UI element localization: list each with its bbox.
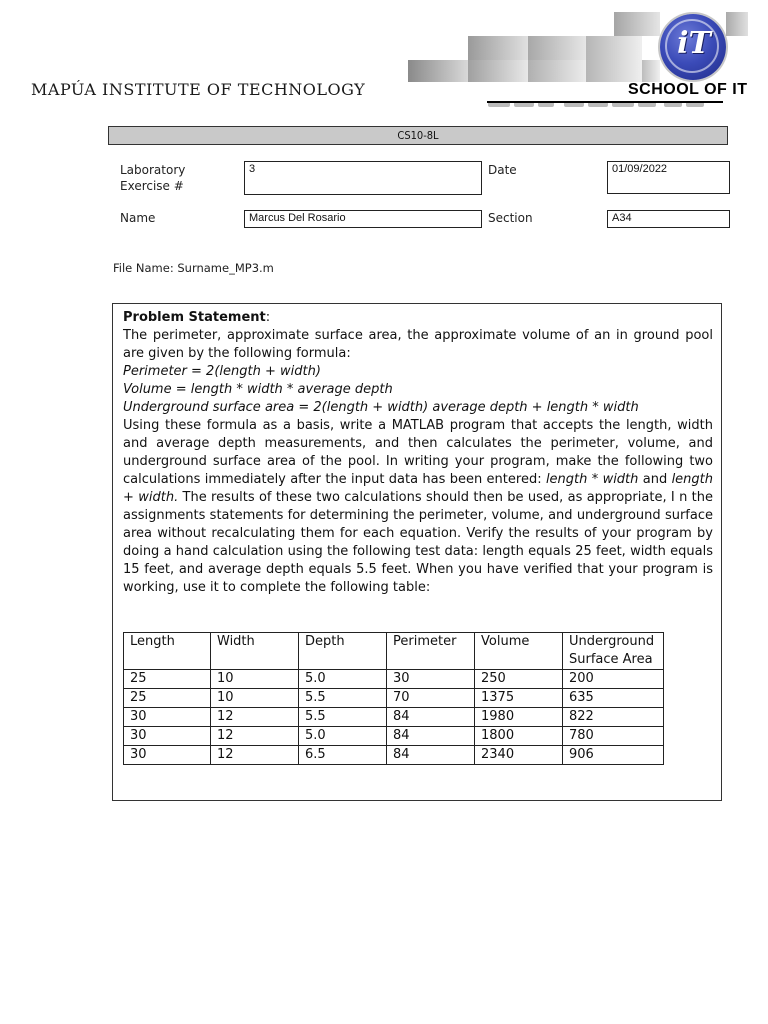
table-cell: 10 [211,670,299,689]
table-cell: 84 [387,746,475,765]
table-cell: 780 [563,727,664,746]
table-cell: 6.5 [299,746,387,765]
table-row [124,746,664,765]
table-cell: 30 [124,708,211,727]
header-graphic-block [528,60,586,82]
table-cell: 822 [563,708,664,727]
name-label: Name [120,211,156,225]
date-field[interactable]: 01/09/2022 [607,161,730,194]
table-cell: 250 [475,670,563,689]
problem-statement-box [112,303,722,801]
section-label: Section [488,211,533,225]
table-cell: 1375 [475,689,563,708]
table-cell: 1980 [475,708,563,727]
header-graphic-block [528,36,586,60]
problem-body-and: and [638,472,672,487]
header-ghost-text [488,103,723,108]
table-cell: 5.5 [299,708,387,727]
problem-title-colon: : [265,310,271,325]
header-graphic-block [468,36,528,60]
header-graphic-block [642,60,660,82]
problem-title: Problem Statement [123,310,266,325]
header-graphic-block [408,60,468,82]
header-graphic-block [468,60,528,82]
header-graphic-block [726,12,748,36]
course-code-bar: CS10-8L [108,126,728,145]
school-logo-text: iT [677,26,711,61]
table-cell: 5.5 [299,689,387,708]
problem-body-part2: The results of these two calculations should then be used, as appropriate, I n the assignments statements for determining the perimeter, volume, and underground surface area without recalculating them for each equation. Verify the results of your program by doing a hand calculation using the following test data: length equals 25 feet, width equals 15 feet, and average depth equals 5.5 feet. When you have verified that your program is working, use it to complete the following table: [123,490,713,595]
table-cell: 906 [563,746,664,765]
table-cell: 30 [124,727,211,746]
table-cell: 70 [387,689,475,708]
table-cell: 84 [387,708,475,727]
table-header-cell: Volume [475,633,563,670]
problem-intro: The perimeter, approximate surface area, the approximate volume of an in ground pool are given by the following formula: [123,328,713,361]
header-graphic-block [614,12,660,36]
problem-body-emphasis2: length + width. [123,472,713,505]
name-field[interactable]: Marcus Del Rosario [244,210,482,228]
problem-statement-text [123,309,713,597]
table-header-cell: Width [211,633,299,670]
table-cell: 12 [211,727,299,746]
table-header-cell: Perimeter [387,633,475,670]
table-cell: 12 [211,746,299,765]
problem-body-emphasis1: length * width [545,472,639,487]
table-cell: 635 [563,689,664,708]
table-header-cell: Underground Surface Area [563,633,664,670]
section-field[interactable]: A34 [607,210,730,228]
results-table [123,632,664,765]
formula-volume: Volume = length * width * average depth [123,382,393,397]
table-header-cell: Length [124,633,211,670]
table-header-cell: Depth [299,633,387,670]
table-cell: 2340 [475,746,563,765]
formula-underground: Underground surface area = 2(length + width) average depth + length * width [123,400,639,415]
table-cell: 25 [124,689,211,708]
institute-name: MAPÚA INSTITUTE OF TECHNOLOGY [31,80,366,99]
header-graphic-block [586,36,642,82]
table-cell: 200 [563,670,664,689]
table-cell: 10 [211,689,299,708]
file-name-text: File Name: Surname_MP3.m [113,261,274,275]
lab-exercise-field[interactable]: 3 [244,161,482,195]
problem-body [123,417,713,597]
table-cell: 25 [124,670,211,689]
table-cell: 30 [387,670,475,689]
table-cell: 1800 [475,727,563,746]
table-cell: 5.0 [299,670,387,689]
table-row [124,689,664,708]
table-cell: 12 [211,708,299,727]
table-cell: 30 [124,746,211,765]
school-name: SCHOOL OF IT [628,81,748,98]
date-label: Date [488,163,517,177]
table-row [124,708,664,727]
table-row [124,670,664,689]
table-cell: 84 [387,727,475,746]
lab-exercise-label: Laboratory Exercise # [120,163,186,193]
problem-body-part1: Using these formula as a basis, write a MATLAB program that accepts the length, width and average depth measurements, and then calculates the perimeter, volume, and underground surface area of the pool. In writing your program, make the following two calculations immediately after the input data has been entered: [123,418,713,487]
formula-perimeter: Perimeter = 2(length + width) [123,364,321,379]
table-row [124,727,664,746]
table-header-row [124,633,664,670]
table-cell: 5.0 [299,727,387,746]
